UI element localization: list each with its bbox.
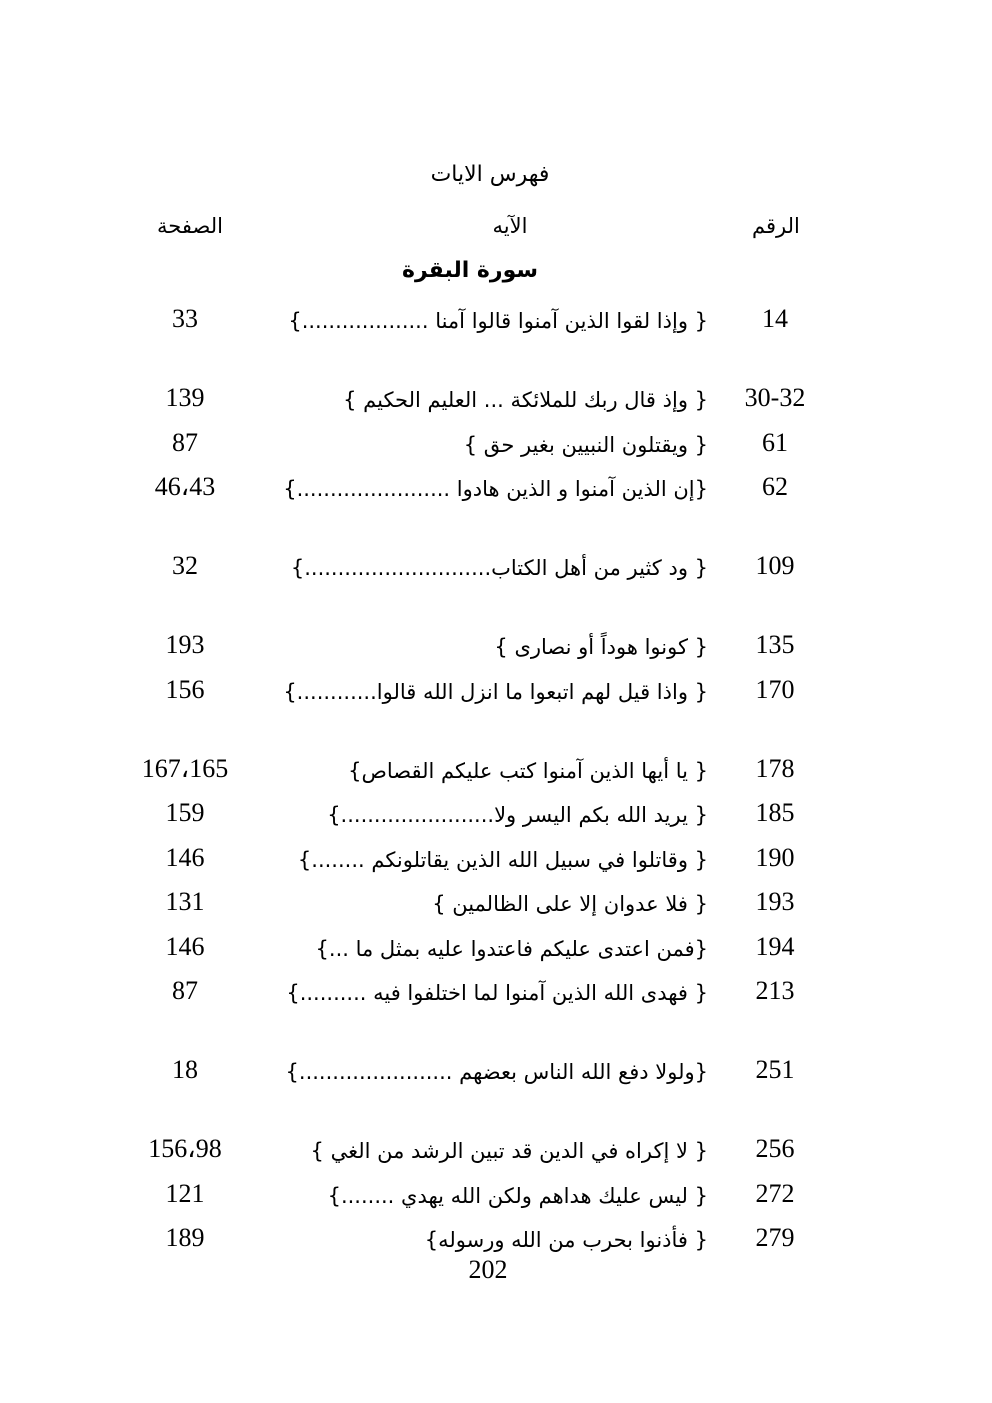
verse-text: {ولولا دفع الله الناس بعضهم .......................} [285,1060,708,1084]
verse-text: { ليس عليك هداهم ولكن الله يهدي ........} [327,1183,708,1208]
verse-number: 251 [755,1055,795,1084]
verse-text: { يريد الله بكم اليسر ولا.......................} [327,803,708,827]
page-reference: 156،98 [148,1134,222,1163]
page-reference: 167،165 [141,753,229,783]
verse-number: 170 [755,674,795,704]
table-row [0,837,992,882]
table-row [0,926,992,971]
page-reference: 33 [172,304,198,333]
page-reference: 87 [172,427,198,457]
table-row [0,1173,992,1218]
verse-number: 135 [755,630,795,659]
table-row [0,466,992,545]
verse-text: { واذا قيل لهم اتبعوا ما انزل الله قالوا............} [283,679,708,704]
verse-text: { فأذنوا بحرب من الله ورسوله} [424,1228,708,1252]
column-header-verse: الآيه [492,214,528,238]
table-row [0,377,992,422]
verse-number: 193 [755,887,795,916]
page-reference: 156 [165,674,205,704]
table-row [0,748,992,793]
table-row [0,545,992,624]
page-reference: 32 [172,551,198,580]
verse-number: 30-32 [744,383,806,412]
verse-text: { وإذا لقوا الذين آمنوا قالوا آمنا ...................} [288,309,708,333]
verse-number: 14 [762,304,788,333]
verse-number: 279 [755,1223,795,1252]
verse-text: {إن الذين آمنوا و الذين هادوا .......................} [283,477,708,501]
page-reference: 18 [172,1055,198,1084]
page-reference: 159 [165,798,205,827]
verse-number: 256 [755,1134,795,1163]
page-reference: 146 [165,931,205,961]
page-reference: 146 [165,842,205,872]
verse-text: { فلا عدوان إلا على الظالمين } [432,892,708,916]
page-reference: 87 [172,976,198,1005]
verse-text: { ود كثير من أهل الكتاب............................} [290,556,708,580]
table-row [0,792,992,837]
verse-text: {فمن اعتدى عليكم فاعتدوا عليه بمثل ما ...} [315,936,708,961]
verse-number: 185 [755,798,795,827]
page-reference: 46،43 [154,472,216,501]
verse-number: 213 [755,976,795,1005]
table-row [0,298,992,377]
verse-number: 61 [762,427,788,457]
verse-number: 194 [755,931,795,961]
verse-number: 178 [755,753,795,783]
page-title: فهرس الايات [430,162,550,187]
verse-text: { يا أيها الذين آمنوا كتب عليكم القصاص} [348,758,708,783]
page-reference: 139 [165,383,205,412]
page-reference: 189 [165,1223,205,1252]
verse-number: 62 [762,472,788,501]
table-row [0,1128,992,1173]
column-header-number: الرقم [752,214,800,238]
verse-number: 190 [755,842,795,872]
surah-heading: سورة البقرة [401,258,539,283]
table-row [0,422,992,467]
table-row [0,881,992,926]
verse-index-table [0,298,992,1262]
verse-text: { فهدى الله الذين آمنوا لما اختلفوا فيه ..........} [286,981,708,1005]
table-row [0,970,992,1049]
page-reference: 193 [165,630,205,659]
table-row [0,669,992,748]
page-reference: 131 [165,887,205,916]
page-reference: 121 [165,1178,205,1208]
page-number: 202 [468,1255,508,1284]
verse-text: { وإذ قال ربك للملائكة ... العليم الحكيم } [343,388,708,412]
table-row [0,624,992,669]
table-row [0,1049,992,1128]
column-header-page: الصفحة [157,214,223,238]
verse-text: { كونوا هوداً أو نصارى } [494,635,708,659]
verse-number: 272 [755,1178,795,1208]
verse-text: { لا إكراه في الدين قد تبين الرشد من الغي } [310,1139,708,1163]
verse-number: 109 [755,551,795,580]
verse-text: { وقاتلوا في سبيل الله الذين يقاتلونكم ........} [297,847,708,872]
verse-text: { ويقتلون النبيين بغير حق } [463,432,708,457]
